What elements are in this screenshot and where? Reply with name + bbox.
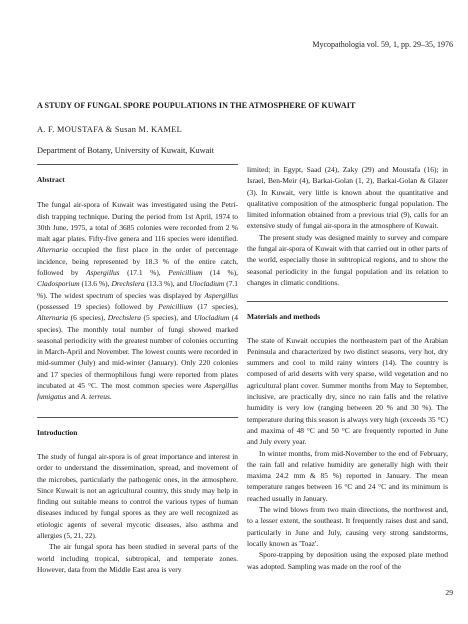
methods-paragraph-2: In winter months, from mid-November to the end of February, the rain fall and relative humidity are generally high with their maxima 24.2 mm & 85 %) reported in January. The mean temperature ranges between 16 °C and 24 °C and its minimum is reached usually in January. bbox=[247, 448, 448, 503]
abstract-top-rule bbox=[37, 164, 238, 165]
introduction-paragraph-2: The air fungal spora has been studied in several parts of the world including tropical, subtropical, and temperate zones. However, data from the Middle East area is very bbox=[37, 542, 238, 574]
methods-paragraph-4: Spore-trapping by deposition using the exposed plate method was adopted. Sampling was made on the roof of the bbox=[247, 550, 448, 571]
methods-paragraph-1: The state of Kuwait occupies the northeastern part of the Arabian Peninsula and characterized by two distinct seasons, very hot, dry summers and cool to mild rainy winters (14). The country is composed of arid deserts with very sparse, wild vegetation and no agricultural plant cover. Summer months from May to September, inclusive, are practically dry, since no rain falls and the relative humidity is very low (ranging between 20 % and 30 %). The temperature during this season is always very high (exceeds 35 °C) and maxima of 48 °C and 50 °C are frequently reported in June and July every year. bbox=[247, 335, 448, 447]
journal-citation: Mycopathologia vol. 59, 1, pp. 29–35, 1976 bbox=[312, 40, 453, 49]
right-column bbox=[247, 164, 448, 572]
page-number: 29 bbox=[445, 588, 453, 597]
author-affiliation: Department of Botany, University of Kuwait, Kuwait bbox=[37, 146, 214, 155]
introduction-heading: Introduction bbox=[37, 427, 78, 437]
abstract-heading: Abstract bbox=[37, 175, 65, 184]
left-column bbox=[37, 164, 238, 575]
article-authors: A. F. MOUSTAFA & Susan M. KAMEL bbox=[37, 125, 182, 134]
introduction-paragraph-4: The present study was designed mainly to survey and compare the fungal air-spora of Kuwait with that carried out in other parts of the world, especially those in subtropical regions, and to show the seasonal periodicity in the fungal population and its relation to changes in climatic conditions. bbox=[247, 232, 449, 287]
methods-heading: Materials and methods bbox=[247, 312, 321, 322]
introduction-paragraph-1: The study of fungal air-spora is of great importance and interest in order to understand the dissemination, spread, and movement of the microbes, particularly the pathogenic ones, in the atmosphere. Since Kuwait is not an agricultural country, this study may help in finding out suitable means to control the various types of human diseases induced by fungal spores as they are well recognized as etiologic agents of several mycotic diseases, also asthma and allergies (5, 21, 22). bbox=[37, 451, 238, 541]
article-title: A STUDY OF FUNGAL SPORE POUPULATIONS IN THE ATMOSPHERE OF KUWAIT bbox=[37, 101, 356, 110]
methods-paragraph-3: The wind blows from two main directions, the northwest and, to a lesser extent, the southeast. It frequently raises dust and sand, particularly in June and July, causing very strong sandstorms, locally known as 'Toaz'. bbox=[247, 505, 448, 548]
methods-top-rule bbox=[247, 301, 448, 302]
introduction-paragraph-3: limited; in Egypt, Saad (24), Zaky (29) and Moustafa (16); in Israel, Ben-Meir (4), Barkai-Golan (1, 2), Barkai-Golan & Glazer (3). In Kuwait, very little is known about the quantitative and qualitative composition of the atmospheric fungal population. The limited information obtained from a previous trial (9), calls for an extensive study of fungal air-spora in the atmosphere of Kuwait. bbox=[247, 165, 448, 231]
abstract-text: The fungal air-spora of Kuwait was investigated using the Petri-dish trapping technique. During the period from 1st April, 1974 to 30th June, 1975, a total of 3685 colonies were recorded from 2 % malt agar plates. Fifty-five genera and 116 species were identified. Alternaria occupied the first place in the order of percentage incidence, being represented by 18.3 % of the entire catch, followed by Aspergillus (17.1 %), Penicillium (14 %), Cladosporium (13.6 %), Drechslera (13.3 %), and Ulocladium (7.1 %). The widest spectrum of species was displayed by Aspergillus (possessed 19 species) followed by Penicillium (17 species), Alternaria (6 species), Drechslera (5 species), and Ulocladium (4 species). The monthly total number of fungi showed marked seasonal periodicity with the greatest number of colonies occurring in March-April and November. The lowest counts were recorded in mid-summer (July) and mid-winter (January). Only 220 colonies and 17 species of thermophilous fungi were reported from plates incubated at 45 °C. The most common species were Aspergillus fumigatus and A. terreus. bbox=[37, 200, 238, 402]
introduction-top-rule bbox=[37, 417, 238, 418]
